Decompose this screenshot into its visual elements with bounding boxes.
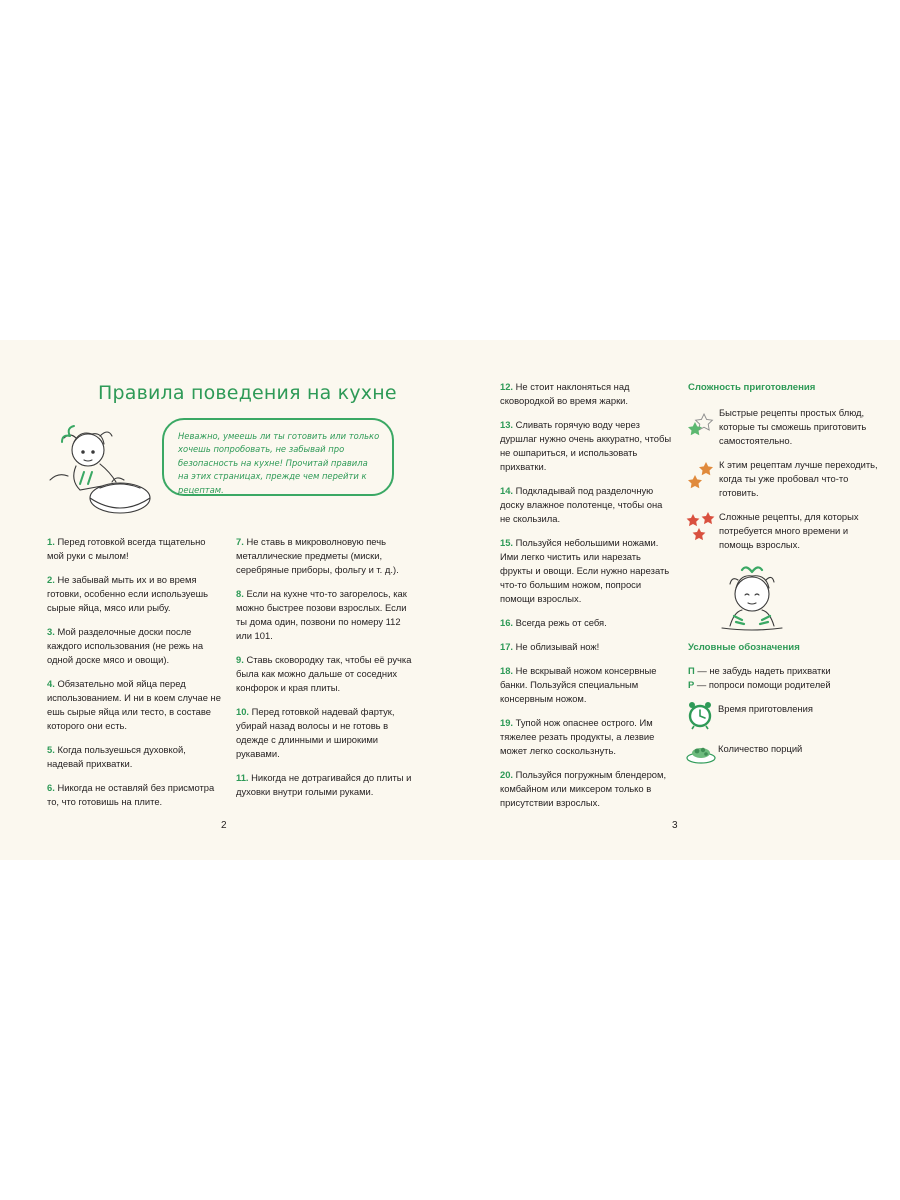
rule-text: Не вскрывай ножом консервные банки. Пользуйся специальным консервным ножом. [500, 665, 657, 704]
page-title: Правила поведения на кухне [98, 382, 397, 404]
rule-text: Ставь сковородку так, чтобы её ручка была как можно дальше от соседних конфорок и края плиты. [236, 654, 412, 693]
rule-number: 7. [236, 536, 244, 547]
rule-number: 18. [500, 665, 514, 676]
difficulty-text: Быстрые рецепты простых блюд, которые ты сможешь приготовить самостоятельно. [719, 407, 867, 446]
legend-parents [688, 678, 831, 692]
page-number: 3 [672, 820, 678, 831]
rule-text: Не стоит наклоняться над сковородкой во время жарки. [500, 381, 630, 406]
child-illustration [712, 562, 792, 634]
rule-text: Перед готовкой всегда тщательно мой руки с мылом! [47, 536, 206, 561]
rule-item [236, 771, 416, 799]
legend-servings-text: Количество порций [718, 743, 803, 754]
rule-text: Никогда не оставляй без присмотра то, что готовишь на плите. [47, 782, 215, 807]
difficulty-easy [686, 406, 886, 446]
difficulty-medium [686, 458, 886, 498]
right-page [450, 340, 900, 860]
page-number: 2 [221, 820, 227, 831]
speech-bubble [162, 418, 394, 496]
rule-text: Никогда не дотрагивайся до плиты и духовки внутри голыми руками. [236, 772, 412, 797]
book-spread [0, 340, 900, 860]
rule-number: 1. [47, 536, 55, 547]
legend-servings [686, 740, 886, 774]
legend-time [686, 700, 886, 734]
rule-item [500, 536, 672, 606]
legend-text: — попроси помощи родителей [694, 679, 831, 690]
three-stars-icon [686, 510, 716, 546]
rule-number: 14. [500, 485, 514, 496]
legend-potholders [688, 664, 831, 678]
rule-text: Не ставь в микроволновую печь металлические предметы (миски, серебряные приборы, фольгу и т. д.). [236, 536, 399, 575]
bubble-text: Неважно, умеешь ли ты готовить или только хочешь попробовать, не забывай про безопасность на кухне! Прочитай правила на этих страницах, прежде чем перейти к рецептам. [178, 431, 380, 495]
rule-item [47, 535, 222, 563]
rule-number: 17. [500, 641, 514, 652]
rule-text: Сливать горячую воду через дуршлаг нужно очень аккуратно, чтобы не ошпариться, и использовать прихватки. [500, 419, 672, 472]
rule-text: Перед готовкой надевай фартук, убирай назад волосы и не готовь в одежде с длинными и широкими рукавами. [236, 706, 395, 759]
rule-number: 12. [500, 381, 514, 392]
rule-item [236, 653, 416, 695]
rule-text: Обязательно мой яйца перед использованием. И ни в коем случае не ешь сырые яйца или тесто, в составе которого они есть. [47, 678, 221, 731]
rules-column-2 [236, 535, 416, 809]
difficulty-text: Сложные рецепты, для которых потребуется много времени и помощь взрослых. [719, 511, 859, 550]
rule-number: 5. [47, 744, 55, 755]
difficulty-hard [686, 510, 886, 550]
left-page [0, 340, 450, 860]
plate-icon [686, 740, 716, 766]
rule-item [500, 716, 672, 758]
rule-item [47, 677, 222, 733]
rule-number: 19. [500, 717, 514, 728]
legend-time-text: Время приготовления [718, 703, 813, 714]
rule-item [500, 380, 672, 408]
rule-item [47, 781, 222, 809]
rule-number: 10. [236, 706, 250, 717]
difficulty-heading: Сложность приготовления [688, 382, 816, 393]
rule-item [500, 616, 672, 630]
rule-item [236, 535, 416, 577]
rule-number: 13. [500, 419, 514, 430]
rule-text: Всегда режь от себя. [515, 617, 607, 628]
rule-item [47, 573, 222, 615]
legend-key: Р [688, 679, 695, 690]
rule-number: 2. [47, 574, 55, 585]
legend-text: — не забудь надеть прихватки [694, 665, 831, 676]
rule-text: Подкладывай под разделочную доску влажное полотенце, чтобы она не скользила. [500, 485, 663, 524]
rule-text: Не облизывай нож! [515, 641, 600, 652]
two-stars-icon [686, 458, 716, 494]
rules-column-3 [500, 380, 672, 820]
rule-text: Пользуйся погружным блендером, комбайном или миксером только в присутствии взрослых. [500, 769, 667, 808]
rule-text: Не забывай мыть их и во время готовки, особенно если используешь сырые яйца, мясо или рыбу. [47, 574, 208, 613]
rule-text: Тупой нож опаснее острого. Им тяжелее резать продукты, а лезвие может легко соскользнуть. [500, 717, 655, 756]
rule-item [500, 640, 672, 654]
rule-number: 4. [47, 678, 55, 689]
rule-item [47, 625, 222, 667]
rule-number: 9. [236, 654, 244, 665]
rule-number: 16. [500, 617, 514, 628]
legend-key: П [688, 665, 695, 676]
difficulty-text: К этим рецептам лучше переходить, когда ты уже пробовал что-то готовить. [719, 459, 878, 498]
rule-item [47, 743, 222, 771]
rules-column-1 [47, 535, 222, 819]
rule-number: 11. [236, 772, 249, 783]
rule-number: 6. [47, 782, 55, 793]
one-star-icon [686, 406, 716, 442]
child-cooking-illustration [40, 420, 160, 520]
rule-text: Мой разделочные доски после каждого использования (не режь на одной доске мясо и овощи). [47, 626, 204, 665]
rule-text: Если на кухне что-то загорелось, как можно быстрее позови взрослых. Если ты дома один, позвони по номеру 112 или 101. [236, 588, 407, 641]
rule-text: Когда пользуешься духовкой, надевай прихватки. [47, 744, 186, 769]
legend-heading: Условные обозначения [688, 642, 800, 653]
alarm-clock-icon [686, 700, 714, 730]
rule-item [500, 664, 672, 706]
rule-number: 3. [47, 626, 55, 637]
rule-item [500, 768, 672, 810]
rule-number: 15. [500, 537, 514, 548]
rule-item [236, 705, 416, 761]
rule-item [500, 418, 672, 474]
rule-item [500, 484, 672, 526]
rule-item [236, 587, 416, 643]
rule-number: 20. [500, 769, 514, 780]
rule-number: 8. [236, 588, 244, 599]
rule-text: Пользуйся небольшими ножами. Ими легко чистить или нарезать фрукты и овощи. Если нужно нарезать что-то большим ножом, попроси помощи взрослых. [500, 537, 670, 604]
